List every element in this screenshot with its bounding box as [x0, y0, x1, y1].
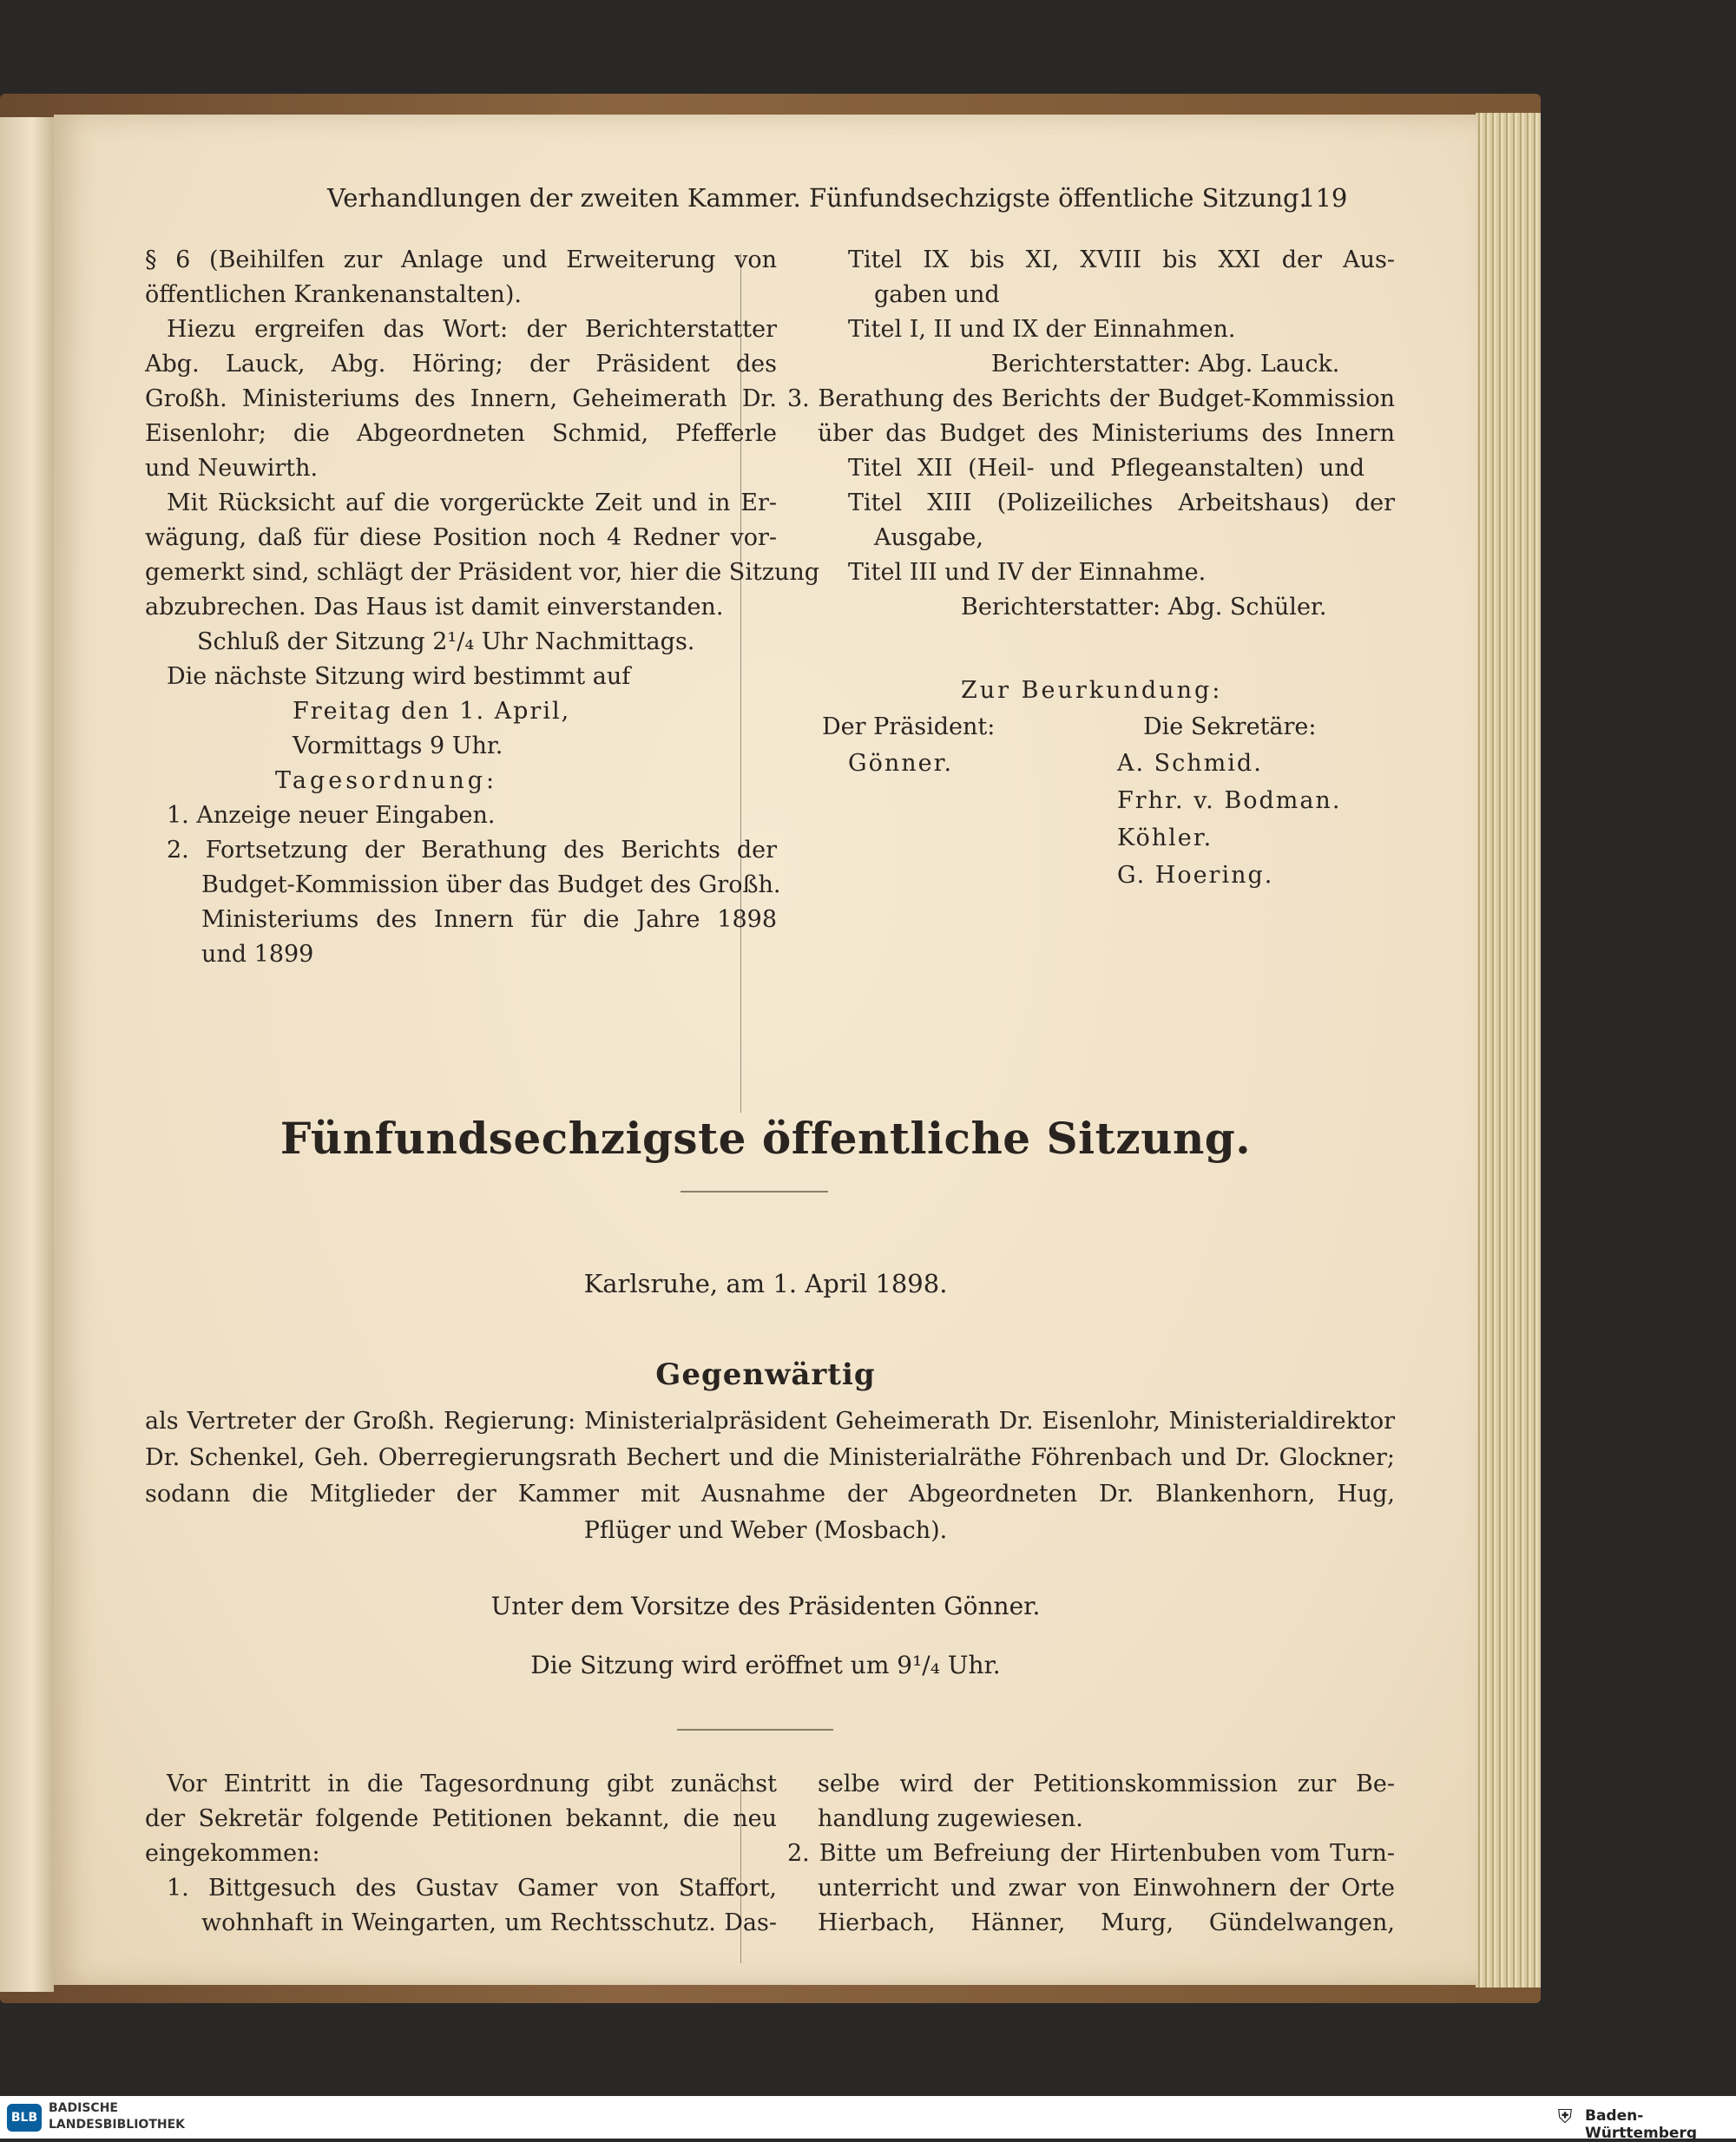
state-name[interactable]: Baden-Württemberg [1585, 2107, 1697, 2142]
agenda-item-cont: und 1899 [201, 941, 314, 968]
right-line: Ausgabe, [874, 524, 983, 551]
left-line: Großh. Ministeriums des Innern, Geheimerath Dr. [145, 385, 777, 412]
present-line: als Vertreter der Großh. Regierung: Ministerialpräsident Geheimerath Dr. Eisenlohr, Ministerialdirektor [145, 1408, 1395, 1435]
opening-line: Die Sitzung wird eröffnet um 9¹/₄ Uhr. [530, 1651, 1001, 1679]
bottom-left-line: Vor Eintritt in die Tagesordnung gibt zunächst [167, 1771, 777, 1797]
rapporteur: Berichterstatter: Abg. Lauck. [991, 351, 1340, 378]
facing-page-edge [0, 117, 54, 1992]
library-name-line: LANDESBIBLIOTHEK [49, 2118, 186, 2132]
left-line: § 6 (Beihilfen zur Anlage und Erweiterung von [145, 246, 777, 273]
agenda-item-cont: Ministeriums des Innern für die Jahre 1898 [201, 906, 777, 933]
left-line: Eisenlohr; die Abgeordneten Schmid, Pfefferle [145, 420, 777, 447]
agenda-item-cont: Budget-Kommission über das Budget des Großh. [201, 871, 781, 898]
session-title: Fünfundsechzigste öffentliche Sitzung. [279, 1113, 1252, 1164]
present-line: sodann die Mitglieder der Kammer mit Ausnahme der Abgeordneten Dr. Blankenhorn, Hug, [145, 1481, 1395, 1508]
chair-line: Unter dem Vorsitze des Präsidenten Gönner. [490, 1592, 1041, 1620]
certification-heading: Zur Beurkundung: [961, 677, 1223, 704]
column-divider [740, 253, 741, 1113]
running-header: Verhandlungen der zweiten Kammer. Fünfundsechzigste öffentliche Sitzung. [327, 183, 1307, 213]
dateline: Karlsruhe, am 1. April 1898. [583, 1269, 948, 1298]
right-line: über das Budget des Ministeriums des Innern [818, 420, 1395, 447]
left-line: Abg. Lauck, Abg. Höring; der Präsident des [145, 351, 777, 378]
secretary-signature: A. Schmid. [1117, 750, 1263, 777]
right-line: Titel XII (Heil- und Pflegeanstalten) und [848, 455, 1364, 482]
next-session-time: Vormittags 9 Uhr. [293, 733, 503, 759]
left-line: Hiezu ergreifen das Wort: der Berichterstatter [167, 316, 777, 343]
petition-item-cont: Hierbach, Hänner, Murg, Gündelwangen, [818, 1909, 1395, 1936]
viewer-footer [0, 2096, 1736, 2142]
secretary-signature: Frhr. v. Bodman. [1117, 787, 1342, 814]
petition-item-cont: unterricht und zwar von Einwohnern der Orte [818, 1875, 1395, 1902]
left-line: öffentlichen Krankenanstalten). [145, 281, 522, 308]
left-line: wägung, daß für diese Position noch 4 Redner vor- [145, 524, 777, 551]
title-rule [681, 1191, 828, 1193]
secretary-signature: Köhler. [1117, 825, 1213, 851]
bottom-left-line: der Sekretär folgende Petitionen bekannt, die neu [145, 1805, 777, 1832]
agenda-item: 2. Fortsetzung der Berathung des Berichts der [167, 837, 777, 864]
rapporteur: Berichterstatter: Abg. Schüler. [961, 594, 1327, 621]
president-label: Der Präsident: [822, 713, 996, 740]
president-signature: Gönner. [848, 750, 954, 777]
right-line: gaben und [874, 281, 1000, 308]
next-session-date: Freitag den 1. April, [293, 698, 571, 725]
present-line: Pflüger und Weber (Mosbach). [583, 1517, 948, 1544]
present-line: Dr. Schenkel, Geh. Oberregierungsrath Bechert und die Ministerialräthe Föhrenbach und Dr. Glockner; [145, 1444, 1395, 1471]
bottom-right-line: handlung zugewiesen. [818, 1805, 1083, 1832]
page-number: 119 [1299, 183, 1348, 213]
right-line: Titel IX bis XI, XVIII bis XXI der Aus- [848, 246, 1395, 273]
blb-logo[interactable]: BLB [7, 2104, 42, 2132]
session-close: Schluß der Sitzung 2¹/₄ Uhr Nachmittags. [197, 628, 695, 655]
petition-item: 2. Bitte um Befreiung der Hirtenbuben vom Turn- [787, 1840, 1395, 1867]
section-rule [677, 1729, 833, 1731]
right-line: Titel XIII (Polizeiliches Arbeitshaus) der [848, 490, 1395, 516]
left-line: und Neuwirth. [145, 455, 319, 482]
agenda-item: 3. Berathung des Berichts der Budget-Kommission [787, 385, 1395, 412]
petition-item: 1. Bittgesuch des Gustav Gamer von Staffort, [167, 1875, 777, 1902]
bottom-right-line: selbe wird der Petitionskommission zur Be- [818, 1771, 1395, 1797]
left-line: abzubrechen. Das Haus ist damit einverstanden. [145, 594, 724, 621]
left-line: gemerkt sind, schlägt der Präsident vor, hier die Sitzung [145, 559, 820, 586]
left-line: Die nächste Sitzung wird bestimmt auf [167, 663, 631, 690]
state-crest-icon: ⛨ [1557, 2106, 1573, 2128]
page-edges [1476, 113, 1541, 1988]
agenda-item: 1. Anzeige neuer Eingaben. [167, 802, 496, 829]
agenda-heading: Tagesordnung: [275, 767, 498, 794]
library-name-line: BADISCHE [49, 2101, 118, 2115]
secretaries-label: Die Sekretäre: [1143, 713, 1317, 740]
library-name [49, 2100, 185, 2133]
left-line: Mit Rücksicht auf die vorgerückte Zeit und in Er- [167, 490, 777, 516]
petition-item-cont: wohnhaft in Weingarten, um Rechtsschutz. Das- [201, 1909, 777, 1936]
document-page [54, 115, 1477, 1985]
secretary-signature: G. Hoering. [1117, 862, 1274, 889]
bottom-left-line: eingekommen: [145, 1840, 320, 1867]
right-line: Titel I, II und IX der Einnahmen. [848, 316, 1236, 343]
present-heading: Gegenwärtig [655, 1357, 876, 1392]
right-line: Titel III und IV der Einnahme. [848, 559, 1207, 586]
